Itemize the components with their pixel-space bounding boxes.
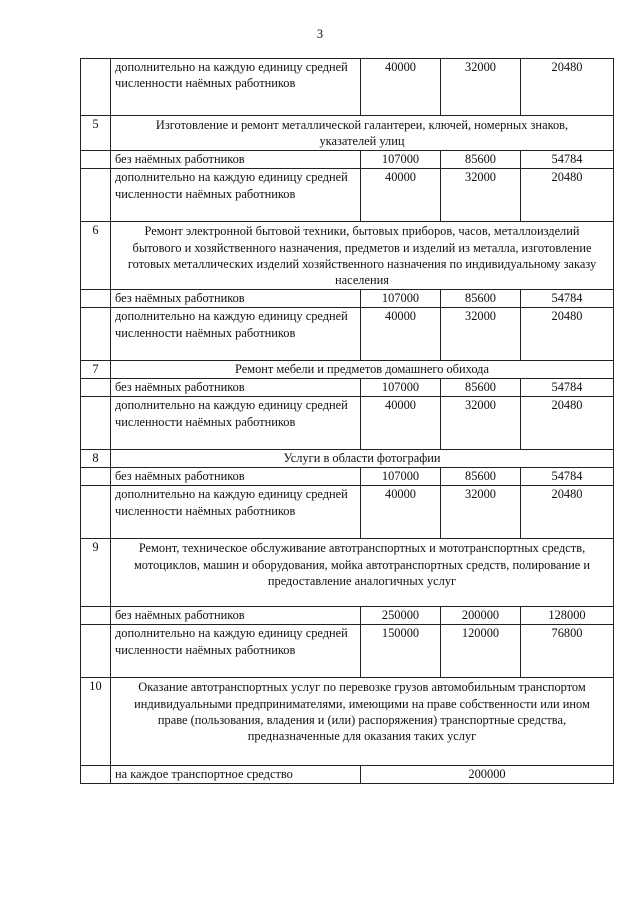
section-title: Оказание автотранспортных услуг по перевозке грузов автомобильным транспортом индивидуальными предпринимателями, имеющими на праве собственности или ином праве (пользования, владения и (или) распоряжения) транспортные средства, предназначенные для оказания таких услуг [111, 678, 614, 766]
table-row [81, 151, 614, 169]
row-number [81, 607, 111, 625]
value-cell: 40000 [361, 397, 441, 450]
table-row [81, 169, 614, 222]
value-cell: 200000 [361, 766, 614, 784]
row-number: 9 [81, 539, 111, 607]
value-cell: 20480 [521, 486, 614, 539]
value-cell: 76800 [521, 625, 614, 678]
table-row [81, 607, 614, 625]
value-cell: 20480 [521, 59, 614, 116]
row-number [81, 169, 111, 222]
section-row [81, 678, 614, 766]
row-label: дополнительно на каждую единицу средней численности наёмных работников [111, 308, 361, 361]
row-number [81, 151, 111, 169]
row-number [81, 379, 111, 397]
section-title: Ремонт мебели и предметов домашнего обихода [111, 361, 614, 379]
rates-table [80, 58, 614, 784]
value-cell: 40000 [361, 486, 441, 539]
section-row [81, 450, 614, 468]
row-number: 8 [81, 450, 111, 468]
row-label: дополнительно на каждую единицу средней численности наёмных работников [111, 625, 361, 678]
value-cell: 107000 [361, 468, 441, 486]
table-row [81, 625, 614, 678]
value-cell: 107000 [361, 290, 441, 308]
section-row [81, 539, 614, 607]
section-title: Ремонт электронной бытовой техники, бытовых приборов, часов, металлоизделий бытового и хозяйственного назначения, предметов и изделий из металла, изготовление готовых металлических изделий хозяйственного назначения по индивидуальному заказу населения [111, 222, 614, 290]
table-row [81, 486, 614, 539]
value-cell: 120000 [441, 625, 521, 678]
value-cell: 32000 [441, 59, 521, 116]
row-number: 10 [81, 678, 111, 766]
value-cell: 54784 [521, 290, 614, 308]
value-cell: 107000 [361, 379, 441, 397]
value-cell: 32000 [441, 169, 521, 222]
row-number: 5 [81, 116, 111, 151]
row-number [81, 468, 111, 486]
row-label: без наёмных работников [111, 379, 361, 397]
table-row [81, 59, 614, 116]
row-label: без наёмных работников [111, 468, 361, 486]
row-number [81, 766, 111, 784]
row-label: дополнительно на каждую единицу средней численности наёмных работников [111, 169, 361, 222]
table-row [81, 397, 614, 450]
value-cell: 54784 [521, 379, 614, 397]
row-number [81, 397, 111, 450]
value-cell: 85600 [441, 151, 521, 169]
row-number [81, 486, 111, 539]
row-label: без наёмных работников [111, 607, 361, 625]
value-cell: 40000 [361, 308, 441, 361]
value-cell: 85600 [441, 290, 521, 308]
value-cell: 250000 [361, 607, 441, 625]
value-cell: 200000 [441, 607, 521, 625]
value-cell: 32000 [441, 308, 521, 361]
value-cell: 150000 [361, 625, 441, 678]
row-label: дополнительно на каждую единицу средней численности наёмных работников [111, 397, 361, 450]
value-cell: 85600 [441, 468, 521, 486]
table-row [81, 468, 614, 486]
value-cell: 32000 [441, 397, 521, 450]
section-row [81, 116, 614, 151]
row-label: без наёмных работников [111, 290, 361, 308]
value-cell: 54784 [521, 151, 614, 169]
value-cell: 20480 [521, 397, 614, 450]
value-cell: 20480 [521, 308, 614, 361]
value-cell: 54784 [521, 468, 614, 486]
value-cell: 32000 [441, 486, 521, 539]
row-label: дополнительно на каждую единицу средней численности наёмных работников [111, 59, 361, 116]
row-number [81, 290, 111, 308]
value-cell: 107000 [361, 151, 441, 169]
row-number: 7 [81, 361, 111, 379]
value-cell: 20480 [521, 169, 614, 222]
row-label: на каждое транспортное средство [111, 766, 361, 784]
row-label: без наёмных работников [111, 151, 361, 169]
row-number [81, 308, 111, 361]
section-title: Изготовление и ремонт металлической галантереи, ключей, номерных знаков, указателей улиц [111, 116, 614, 151]
section-row [81, 222, 614, 290]
table-row [81, 379, 614, 397]
value-cell: 85600 [441, 379, 521, 397]
row-number: 6 [81, 222, 111, 290]
page-number: 3 [316, 27, 324, 41]
section-title: Услуги в области фотографии [111, 450, 614, 468]
table-row [81, 766, 614, 784]
row-number [81, 625, 111, 678]
value-cell: 40000 [361, 59, 441, 116]
value-cell: 128000 [521, 607, 614, 625]
row-label: дополнительно на каждую единицу средней численности наёмных работников [111, 486, 361, 539]
table-row [81, 290, 614, 308]
row-number [81, 59, 111, 116]
table-row [81, 308, 614, 361]
section-title: Ремонт, техническое обслуживание автотранспортных и мототранспортных средств, мотоциклов, машин и оборудования, мойка автотранспортных средств, полирование и предоставление аналогичных услуг [111, 539, 614, 607]
section-row [81, 361, 614, 379]
value-cell: 40000 [361, 169, 441, 222]
